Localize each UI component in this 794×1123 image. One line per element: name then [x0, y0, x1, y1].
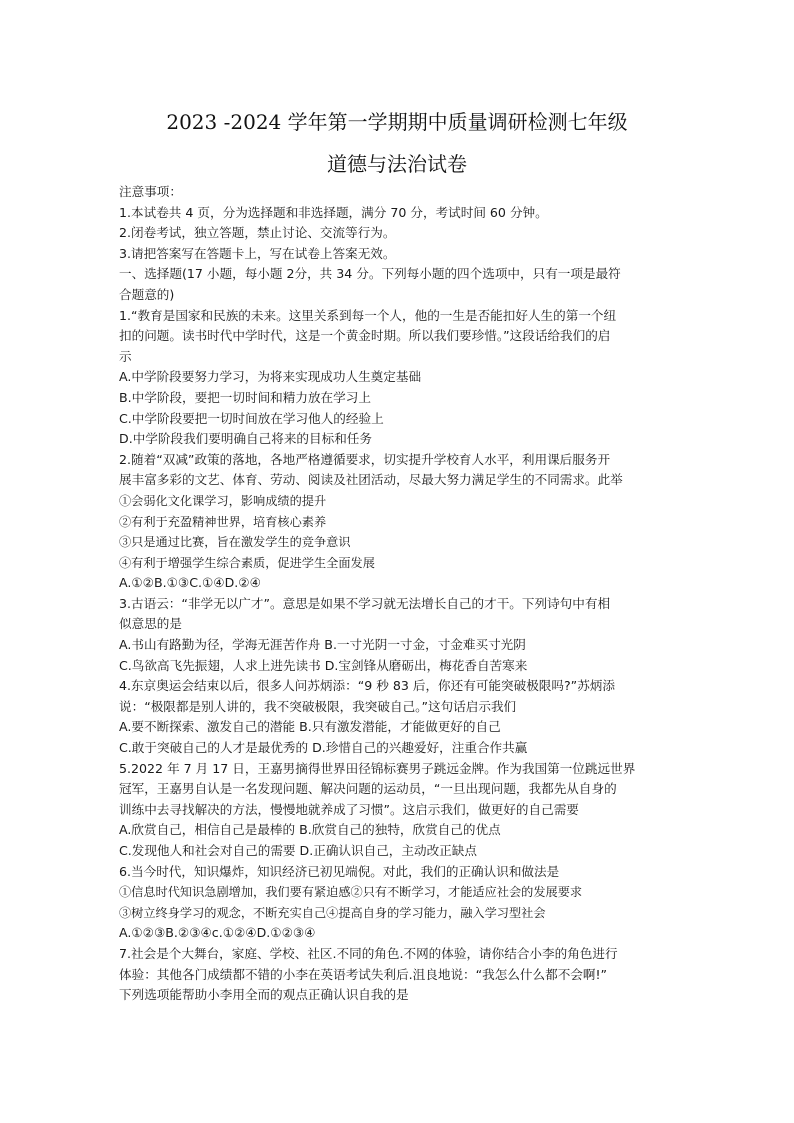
text-line: 1.“教育是国家和民族的未来。这里关系到每一个人，他的一生是否能扣好人生的第一个纽: [119, 307, 617, 323]
text-line: D.中学阶段我们要明确自己将来的目标和任务: [119, 431, 372, 447]
text-line: 训练中去寻找解决的方法，慢慢地就养成了习惯”。这启示我们，做更好的自己需要: [119, 801, 579, 817]
text-line: 2.闭卷考试，独立答题，禁止讨论、交流等行为。: [119, 225, 396, 241]
text-line: C.鸟欲高飞先振翅，人求上进先读书 D.宝剑锋从磨砺出，梅花香自苦寒来: [119, 657, 528, 673]
exam-subtitle: 道德与法治试卷: [327, 152, 467, 176]
text-line: A.要不断探索、激发自己的潜能 B.只有激发潜能，才能做更好的自己: [119, 719, 501, 735]
text-line: A.书山有路勤为径，学海无涯苦作舟 B.一寸光阴一寸金，寸金难买寸光阴: [119, 637, 526, 653]
text-line: ①会弱化文化课学习，影响成绩的提升: [119, 493, 327, 508]
text-line: 下列选项能帮助小李用全而的观点正确认识自我的是: [119, 987, 409, 1003]
text-line: 注意事项：: [119, 184, 182, 199]
text-line: 6.当今时代，知识爆炸，知识经济已初见端倪。对此，我们的正确认识和做法是: [119, 863, 560, 879]
text-line: 7.社会是个大舞台，家庭、学校、社区.不同的角色.不网的体验，请你结合小李的角色进行: [119, 945, 618, 961]
exam-body: [119, 182, 689, 1006]
text-line: ③只是通过比赛，旨在激发学生的竞争意识: [119, 535, 351, 550]
text-line: 2.随着“双减”政策的落地，各地严格遵循要求，切实提升学校育人水平，利用课后服务开: [119, 451, 611, 467]
text-line: 冠军，王嘉男自认是一名发现问题、解决问题的运动员，“一旦出现问题，我都先从自身的: [119, 781, 617, 797]
text-line: 5.2022 年 7 月 17 日，王嘉男摘得世界田径锦标赛男子跳远金牌。作为我国第一位跳远世界: [119, 760, 636, 776]
exam-title: 2023 -2024 学年第一学期期中质量调研检测七年级: [166, 110, 628, 134]
text-line: ③树立终身学习的观念，不断充实自己④提高自身的学习能力，融入学习型社会: [119, 905, 546, 920]
text-line: A.①②B.①③C.①④D.②④: [119, 575, 261, 591]
text-line: A.中学阶段要努力学习，为将来实现成功人生奠定基础: [119, 369, 422, 385]
text-line: 说：“极限都是别人讲的，我不突破极限，我突破自己。”这句话启示我们: [119, 698, 517, 714]
text-line: C.发现他人和社会对自己的需要 D.正确认识自己，主动改正缺点: [119, 843, 477, 858]
text-line: 似意思的是: [119, 616, 182, 632]
text-line: 1.本试卷共 4 页，分为选择题和非选择题，满分 70 分，考试时间 60 分钟。: [119, 204, 548, 220]
text-line: A.欣赏自己，相信自己是最棒的 B.欣赏自己的独特，欣赏自己的优点: [119, 822, 501, 838]
text-line: ②有利于充盈精神世界，培育核心素养: [119, 514, 327, 529]
text-line: 3.请把答案写在答题卡上，写在试卷上答案无效。: [119, 245, 396, 261]
text-line: 合题意的): [119, 286, 175, 302]
text-line: 3.古语云：“非学无以广才”。意思是如果不学习就无法增长自己的才干。下列诗句中有相: [119, 595, 611, 611]
text-line: 体验：其他各门成绩都不错的小李在英语考试失利后.沮良地说：“我怎么什么都不会啊!”: [119, 966, 608, 982]
text-line: C.中学阶段要把一切时间放在学习他人的经验上: [119, 410, 384, 426]
text-line: ④有利于增强学生综合素质，促进学生全面发展: [119, 555, 375, 570]
text-line: 扣的问题。读书时代中学时代，这是一个黄金时期。所以我们要珍惜。”这段话给我们的启: [119, 328, 611, 344]
text-line: ①信息时代知识急剧增加，我们要有紧迫感②只有不断学习，才能适应社会的发展要求: [119, 885, 583, 900]
text-line: A.①②③B.②③④c.①②④D.①②③④: [119, 925, 316, 941]
text-line: 一、选择题(17 小题，每小题 2分，共 34 分。下列每小题的四个选项中，只有一项是最符: [119, 266, 621, 282]
text-line: C.敢于突破自己的人才是最优秀的 D.珍惜自己的兴趣爱好，注重合作共赢: [119, 740, 528, 756]
text-line: B.中学阶段，要把一切时间和精力放在学习上: [119, 389, 371, 405]
text-line: 展丰富多彩的文艺、体育、劳动、阅读及社团活动，尽最大努力满足学生的不同需求。此举: [119, 472, 623, 488]
text-line: 4.东京奥运会结束以后，很多人问苏炳添：“9 秒 83 后，你还有可能突破极限吗?”苏炳添: [119, 678, 615, 694]
text-line: 示: [119, 348, 132, 364]
